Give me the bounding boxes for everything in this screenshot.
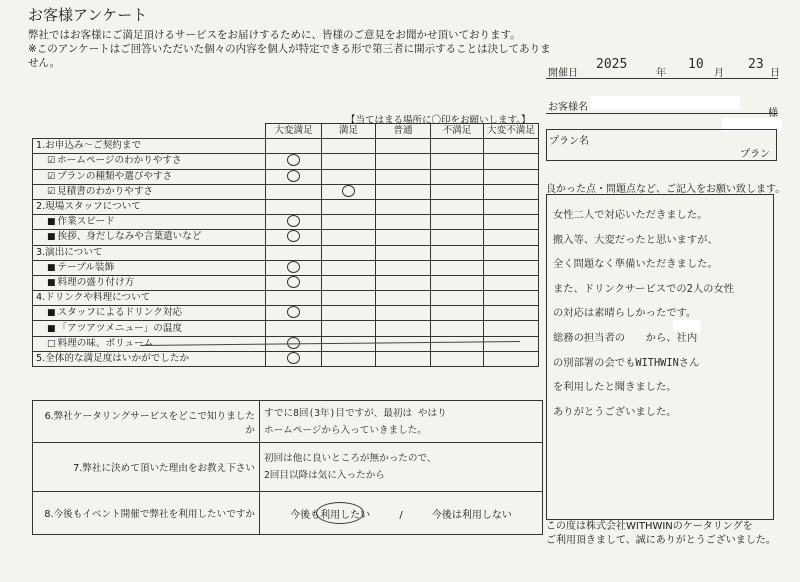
rating-cell: [266, 260, 322, 275]
rating-cell: [484, 351, 539, 366]
rating-cell: [376, 306, 431, 321]
rating-row: [33, 139, 539, 154]
rating-cell: [376, 215, 431, 230]
rating-item-text: スタッフによるドリンク対応: [57, 307, 183, 319]
rating-cell: [322, 154, 376, 169]
rating-cell: [376, 230, 431, 245]
rating-cell: [376, 336, 431, 351]
rating-cell: [484, 321, 539, 336]
circle-mark-icon: [287, 154, 300, 166]
rating-row-label: [33, 199, 266, 214]
rating-cell: [484, 245, 539, 260]
rating-item-text: 5.全体的な満足度はいかがでしたか: [36, 352, 190, 364]
rating-cell: [376, 291, 431, 306]
rating-row: [33, 169, 539, 184]
rating-header-satisfied: 満足: [322, 124, 376, 139]
comment-line: 搬入等、大変だったと思いますが、: [553, 233, 718, 246]
rating-cell: [376, 169, 431, 184]
rating-cell: [376, 351, 431, 366]
rating-header-very-dissatisfied: 大変不満足: [484, 124, 539, 139]
rating-cell: [376, 275, 431, 290]
rating-header-blank: [33, 124, 266, 139]
date-month: 10: [688, 57, 704, 72]
rating-cell: [322, 230, 376, 245]
rating-cell: [266, 245, 322, 260]
plan-suffix: プラン: [740, 149, 770, 160]
rating-cell: [431, 154, 484, 169]
rating-body: [33, 139, 539, 367]
rating-row-label: [33, 154, 266, 169]
option-separator: /: [399, 509, 403, 521]
comments-box: [546, 194, 774, 520]
rating-item-text: 作業スピード: [57, 216, 115, 228]
comment-line: 女性二人で対応いただきました。: [553, 209, 708, 221]
rating-cell: [484, 336, 539, 351]
rating-cell: [266, 199, 322, 214]
rating-row: [33, 351, 539, 366]
redaction-box: [673, 320, 701, 332]
rating-cell: [484, 275, 539, 290]
rating-cell: [431, 215, 484, 230]
checkbox-empty-icon: □: [47, 338, 56, 349]
rating-row: [33, 291, 539, 306]
rating-header-dissatisfied: 不満足: [431, 124, 484, 139]
rating-cell: [484, 139, 539, 154]
rating-cell: [484, 184, 539, 199]
rating-row: [33, 306, 539, 321]
rating-cell: [266, 306, 322, 321]
rating-cell: [431, 321, 484, 336]
rating-cell: [484, 306, 539, 321]
checkbox-checked-icon: ☑: [47, 186, 56, 197]
bullet-icon: ■: [47, 323, 56, 334]
rating-row-label: [33, 139, 266, 154]
rating-row: [33, 199, 539, 214]
year-unit: 年: [656, 68, 666, 79]
date-underline: [546, 78, 778, 79]
thanks-line: ご利用頂きまして、誠にありがとうございました。: [546, 535, 776, 546]
circle-mark-icon: [287, 276, 300, 288]
comment-line: 全く問題なく準備いただきました。: [553, 258, 718, 271]
rating-cell: [376, 245, 431, 260]
rating-cell: [376, 139, 431, 154]
rating-cell: [484, 230, 539, 245]
rating-cell: [322, 215, 376, 230]
date-day: 23: [748, 57, 764, 72]
question-label: 6.弊社ケータリングサービスをどこで知りましたか: [33, 401, 260, 443]
circle-mark-icon: [287, 215, 300, 227]
option-will-not-use: 今後は利用しない: [431, 509, 512, 521]
answer-line: すでに8回(3年)目ですが、最初は やはり: [264, 407, 447, 419]
rating-cell: [322, 351, 376, 366]
rating-cell: [431, 351, 484, 366]
date-label: 開催日: [548, 68, 578, 79]
rating-cell: [484, 215, 539, 230]
circle-mark-icon: [287, 170, 300, 182]
rating-cell: [322, 275, 376, 290]
rating-row: [33, 154, 539, 169]
comments-text: [547, 195, 773, 424]
rating-cell: [431, 291, 484, 306]
rating-cell: [484, 154, 539, 169]
circle-mark-icon: [287, 261, 300, 273]
option-will-use: 今後も利用したい: [290, 506, 370, 521]
comments-label: 良かった点・問題点など、ご記入をお願い致します。: [546, 184, 786, 195]
question-label: 7.弊社に決めて頂いた理由をお教え下さい: [33, 443, 260, 492]
rating-cell: [322, 291, 376, 306]
rating-cell: [431, 230, 484, 245]
rating-row: [33, 245, 539, 260]
rating-item-text: ホームページのわかりやすさ: [57, 155, 182, 167]
thanks-line: この度は株式会社WITHWINのケータリングを: [546, 521, 753, 532]
rating-cell: [376, 321, 431, 336]
rating-item-text: プランの種類や選びやすさ: [57, 170, 173, 182]
bullet-icon: ■: [47, 308, 56, 319]
question-row-6: [33, 401, 543, 443]
rating-row: [33, 260, 539, 275]
question-answer: [260, 443, 543, 492]
question-table: [32, 400, 543, 535]
rating-cell: [431, 260, 484, 275]
rating-cell: [322, 260, 376, 275]
day-unit: 日: [770, 68, 780, 79]
survey-title: お客様アンケート: [28, 6, 148, 24]
plan-label: プラン名: [549, 136, 589, 147]
rating-cell: [266, 139, 322, 154]
rating-cell: [266, 154, 322, 169]
comment-line: の別部署の会でもWITHWINさん: [553, 356, 700, 369]
rating-row: [33, 275, 539, 290]
circle-mark-icon: [342, 185, 355, 197]
rating-row-label: [33, 230, 266, 245]
comment-line: ありがとうございました。: [553, 405, 677, 418]
rating-item-text: 見積書のわかりやすさ: [57, 185, 154, 197]
rating-cell: [266, 321, 322, 336]
comment-line: を利用したと聞きました。: [553, 381, 677, 394]
answer-line: 2回目以降は気に入ったから: [264, 470, 385, 481]
intro-line: ※このアンケートはご回答いただいた個々の内容を個人が特定できる形で第三者に開示することは決してありま: [28, 43, 551, 55]
rating-item-text: 挨拶、身だしなみや言葉遣いなど: [57, 231, 202, 243]
rating-cell: [266, 275, 322, 290]
rating-row-label: [33, 291, 266, 306]
rating-cell: [266, 184, 322, 199]
bullet-icon: ■: [47, 232, 56, 243]
rating-item-text: 2.現場スタッフについて: [36, 201, 141, 213]
rating-cell: [322, 139, 376, 154]
rating-cell: [484, 291, 539, 306]
thanks-message: [546, 520, 776, 548]
rating-cell: [431, 306, 484, 321]
rating-header-very-satisfied: 大変満足: [266, 124, 322, 139]
circle-mark-icon: [287, 306, 300, 318]
rating-cell: [266, 351, 322, 366]
rating-cell: [484, 169, 539, 184]
bullet-icon: ■: [47, 277, 56, 288]
circle-mark-icon: [287, 230, 300, 242]
rating-row: [33, 215, 539, 230]
rating-row-label: [33, 184, 266, 199]
rating-row-label: [33, 275, 266, 290]
intro-text: [28, 28, 551, 70]
intro-line: 弊社ではお客様にご満足頂けるサービスをお届けするために、皆様のご意見をお聞かせ頂いております。: [28, 29, 521, 41]
rating-cell: [431, 275, 484, 290]
rating-row-label: [33, 215, 266, 230]
rating-cell: [484, 199, 539, 214]
rating-cell: [266, 291, 322, 306]
rating-cell: [431, 245, 484, 260]
rating-item-text: テーブル装飾: [57, 261, 115, 273]
rating-row-label: [33, 321, 266, 336]
rating-cell: [322, 245, 376, 260]
circle-mark-icon: [287, 352, 300, 364]
rating-cell: [376, 199, 431, 214]
rating-row-label: [33, 260, 266, 275]
rating-cell: [431, 169, 484, 184]
answer-line: ホームページから入っていきました。: [264, 424, 427, 436]
rating-item-text: 料理の盛り付け方: [57, 276, 135, 288]
comment-line: また、ドリンクサービスでの2人の女性: [553, 282, 735, 295]
customer-name-label: お客様名: [548, 102, 588, 113]
checkbox-checked-icon: ☑: [47, 156, 56, 167]
bullet-icon: ■: [47, 262, 56, 273]
rating-cell: [431, 139, 484, 154]
rating-item-text: 料理の味、ボリューム: [57, 337, 154, 349]
comment-line: の対応は素晴らしかったです。: [553, 307, 697, 320]
rating-cell: [266, 230, 322, 245]
instruction-hint: 【当てはまる場所に〇印をお願いします。】: [346, 115, 531, 126]
rating-row: [33, 184, 539, 199]
rating-cell: [431, 184, 484, 199]
rating-cell: [484, 260, 539, 275]
rating-cell: [322, 184, 376, 199]
question-row-7: [33, 443, 543, 492]
plan-box: [546, 129, 777, 161]
question-answer: [260, 401, 543, 443]
rating-item-text: 「アツアツメニュー」の温度: [57, 322, 183, 334]
rating-item-text: 1.お申込み～ご契約まで: [36, 140, 142, 152]
question-label: 8.今後もイベント開催で弊社を利用したいですか: [33, 492, 260, 535]
rating-cell: [431, 199, 484, 214]
comment-line: 総務の担当者の から、社内: [553, 331, 698, 344]
rating-cell: [266, 215, 322, 230]
redaction-box: [590, 96, 740, 109]
rating-cell: [431, 336, 484, 351]
rating-row-label: [33, 169, 266, 184]
rating-cell: [266, 169, 322, 184]
rating-cell: [322, 199, 376, 214]
rating-row: [33, 230, 539, 245]
checkbox-checked-icon: ☑: [47, 171, 56, 182]
customer-underline: [546, 113, 778, 114]
rating-cell: [322, 306, 376, 321]
option-circle: [316, 502, 364, 524]
bullet-icon: ■: [47, 217, 56, 228]
month-unit: 月: [714, 68, 724, 79]
rating-row-label: [33, 351, 266, 366]
intro-line: せん。: [28, 57, 61, 69]
rating-cell: [376, 260, 431, 275]
rating-cell: [376, 154, 431, 169]
rating-row: [33, 321, 539, 336]
rating-item-text: 3.演出について: [36, 246, 103, 258]
rating-table: [32, 123, 539, 367]
rating-header-row: [33, 124, 539, 139]
customer-suffix: 様: [768, 108, 778, 119]
rating-header-neutral: 普通: [376, 124, 431, 139]
answer-line: 初回は他に良いところが無かったので、: [264, 453, 437, 464]
question-row-8: [33, 492, 543, 535]
rating-cell: [376, 184, 431, 199]
rating-cell: [322, 321, 376, 336]
question-options: [260, 492, 543, 535]
date-year: 2025: [596, 57, 628, 72]
rating-row-label: [33, 245, 266, 260]
rating-item-text: 4.ドリンクや料理について: [36, 292, 151, 304]
rating-row-label: [33, 306, 266, 321]
rating-cell: [322, 169, 376, 184]
